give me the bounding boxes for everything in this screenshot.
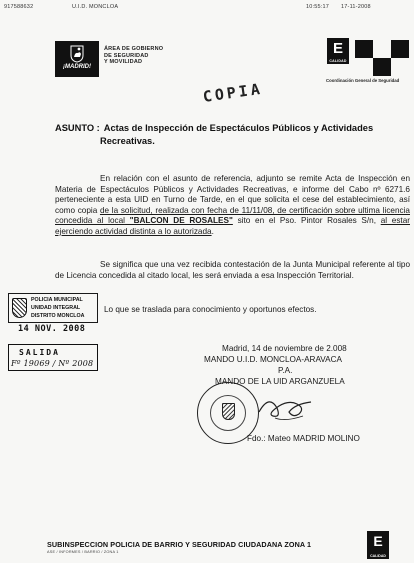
handwritten-signature-icon	[255, 388, 315, 426]
p1-venue: "BALCON DE ROSALES"	[124, 216, 233, 226]
subject-line-2: Recreativas.	[100, 136, 155, 146]
fax-date: 17-11-2008	[341, 4, 371, 10]
checker-logo-icon	[355, 40, 409, 76]
madrid-label: ¡MADRID!	[63, 64, 91, 70]
fax-time: 10:55:17	[306, 4, 330, 10]
police-shield-icon	[12, 298, 27, 318]
bear-crest-icon	[69, 45, 85, 63]
signed-by: Fdo.: Mateo MADRID MOLINO	[247, 434, 360, 443]
quality-mark: E	[332, 40, 343, 57]
copia-stamp: COPIA	[201, 79, 264, 106]
paragraph-3: Lo que se traslada para conocimiento y oportunos efectos.	[104, 305, 317, 314]
stamp-line: DISTRITO MONCLOA	[31, 313, 85, 319]
stamp-date: 14 NOV. 2008	[18, 324, 86, 334]
quality-label: CALIDAD	[329, 59, 347, 63]
area-gobierno	[104, 46, 163, 66]
fax-timestamp	[306, 4, 371, 10]
paragraph-2: Se significa que una vez recibida contestación de la Junta Municipal referente al tipo de Licencia concedida al citado local, les será enviada a esa Inspección Territorial.	[55, 260, 410, 280]
stamp-header	[8, 293, 98, 323]
p1-end: .	[211, 226, 214, 236]
madrid-logo	[55, 41, 99, 77]
mando-title: MANDO U.I.D. MONCLOA-ARAVACA	[204, 355, 342, 364]
footer-quality-e-icon	[367, 531, 389, 559]
coordination-label: Coordinación General de Seguridad	[326, 78, 400, 83]
area-line: ÁREA DE GOBIERNO	[104, 46, 164, 52]
stamp-line: POLICIA MUNICIPAL	[31, 297, 83, 303]
p1-reason: al estar ejerciendo actividad distinta a lo autorizada	[55, 216, 410, 236]
subject	[55, 122, 375, 148]
quality-e-icon	[327, 38, 349, 64]
footer-subtitle: ASE / INFORMES / BARRIO / ZONA 1	[47, 550, 119, 554]
stamp-salida-box	[8, 344, 98, 371]
footer-quality-mark: E	[373, 533, 383, 549]
registry-stamp	[8, 293, 98, 371]
area-line: Y MOVILIDAD	[104, 59, 143, 65]
mando-uid: MANDO DE LA UID ARGANZUELA	[215, 377, 345, 386]
area-line: DE SEGURIDAD	[104, 52, 149, 59]
paragraph-1	[55, 174, 410, 238]
fax-sender: U.I.D. MONCLOA	[72, 4, 119, 10]
pa-label: P.A.	[278, 366, 293, 375]
stamp-salida: SALIDA	[19, 348, 60, 357]
place-date: Madrid, 14 de noviembre de 2.008	[222, 344, 347, 353]
footer-quality-label: CALIDAD	[370, 554, 386, 558]
p1-text: En relación con el asunto de referencia, adjunto se remite Acta de Inspección en Materia de Espectáculos Públicos y Actividades Recreativas, e informe del Cabo nº 6271.6 perteneciente a esta UID en Turno de Tarde, en el que solicita el cese del establecimiento, así como copia	[55, 174, 410, 215]
footer-title: SUBINSPECCION POLICIA DE BARRIO Y SEGURIDAD CIUDADANA ZONA 1	[47, 540, 312, 549]
fax-number: 917588632	[4, 4, 34, 10]
p1-request: de la solicitud, realizada con fecha de 11/11/08, de certificación sobre ultima licencia concedida al local	[55, 205, 410, 226]
subject-line-1: Actas de Inspección de Espectáculos Públicos y Actividades	[103, 123, 374, 133]
stamp-lines	[31, 296, 84, 320]
signature-block	[190, 343, 390, 387]
seal-shield-icon	[222, 403, 235, 420]
p1-address: sito en el Pso. Pintor Rosales S/n,	[232, 216, 381, 226]
stamp-line: UNIDAD INTEGRAL	[31, 305, 81, 311]
subject-label: ASUNTO :	[55, 123, 100, 133]
stamp-number: Fº 19069 / Nº 2008	[11, 359, 94, 368]
